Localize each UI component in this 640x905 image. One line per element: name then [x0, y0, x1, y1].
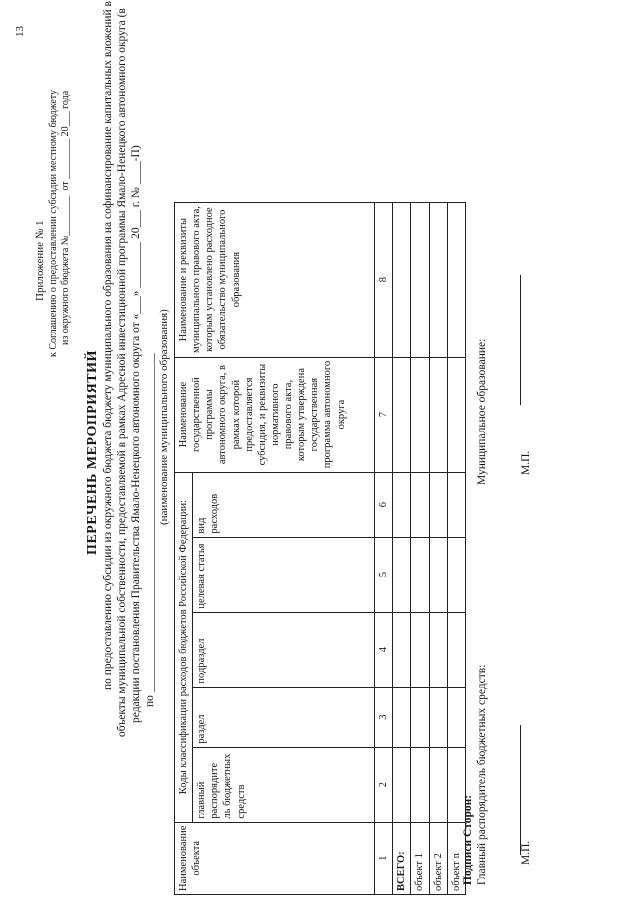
row-object-label: объект 1 [411, 822, 429, 894]
signature-line-right [520, 275, 521, 405]
header-subsection: подраздел [193, 612, 375, 687]
col-number: 5 [375, 537, 393, 612]
row-total-label: ВСЕГО: [393, 822, 411, 894]
measures-table [174, 202, 466, 895]
signature-left-label: Главный распорядитель бюджетных средств: [476, 664, 488, 885]
municipality-caption: (наименование муниципального образования) [158, 309, 170, 525]
header-section: раздел [193, 687, 375, 747]
appendix-label: Приложение № 1 [34, 220, 46, 301]
header-expense-type: вид расходов [193, 472, 375, 537]
document-title: ПЕРЕЧЕНЬ МЕРОПРИЯТИЙ [85, 350, 100, 555]
header-target-article: целевая статья [193, 537, 375, 612]
header-program: Наименование государственной программы автономного округа, в рамках которой предоставляется субсидия, и реквизиты нормативного правового акта, которым утверждена государственная программа автономного округа [175, 357, 375, 472]
col-number: 3 [375, 687, 393, 747]
col-number: 7 [375, 357, 393, 472]
col-number: 2 [375, 747, 393, 822]
subtitle-line-2: объекты муниципальной собственности, предоставляемой в рамках Адресной инвестиционной программы Ямало-Ненецкого автономного округа (в [116, 8, 128, 737]
agreement-line-2: из окружного бюджета №________ от ________ 20___ года [60, 90, 71, 345]
agreement-line-1: к Соглашению о предоставлении субсидии местному бюджету [48, 89, 59, 357]
col-number: 8 [375, 202, 393, 357]
page-number: 13 [14, 26, 26, 37]
signatures-title: Подписи Сторон: [462, 794, 474, 885]
row-object-label: объект n [447, 822, 465, 894]
col-number: 1 [375, 822, 393, 894]
stamp-left: М.П. [520, 840, 532, 865]
subtitle-line-3: редакции постановления Правительства Ямало-Ненецкого автономного округа от «___» ________ 20___ г. № ____-П) [130, 145, 142, 723]
col-number: 4 [375, 612, 393, 687]
header-codes: Коды классификации расходов бюджетов Российской Федерации: [175, 472, 193, 822]
header-municipal-act: Наименование и реквизиты муниципального правового акта, которым установлено расходное обязательство муниципального образования [175, 202, 375, 357]
signature-line-left [520, 725, 521, 855]
signature-right-label: Муниципальное образование: [476, 338, 488, 485]
header-object-name: Наименование объекта [175, 822, 375, 894]
subtitle-line-4: по ___________________________________________________________ [144, 352, 156, 707]
header-main-manager: главный распорядите ль бюджетных средств [193, 747, 375, 822]
subtitle-line-1: по предоставлению субсидии из окружного бюджета бюджету муниципального образования на софинансирование капитальных вложений в [102, 1, 114, 690]
stamp-right: М.П. [520, 450, 532, 475]
row-object-label: объект 2 [429, 822, 447, 894]
col-number: 6 [375, 472, 393, 537]
